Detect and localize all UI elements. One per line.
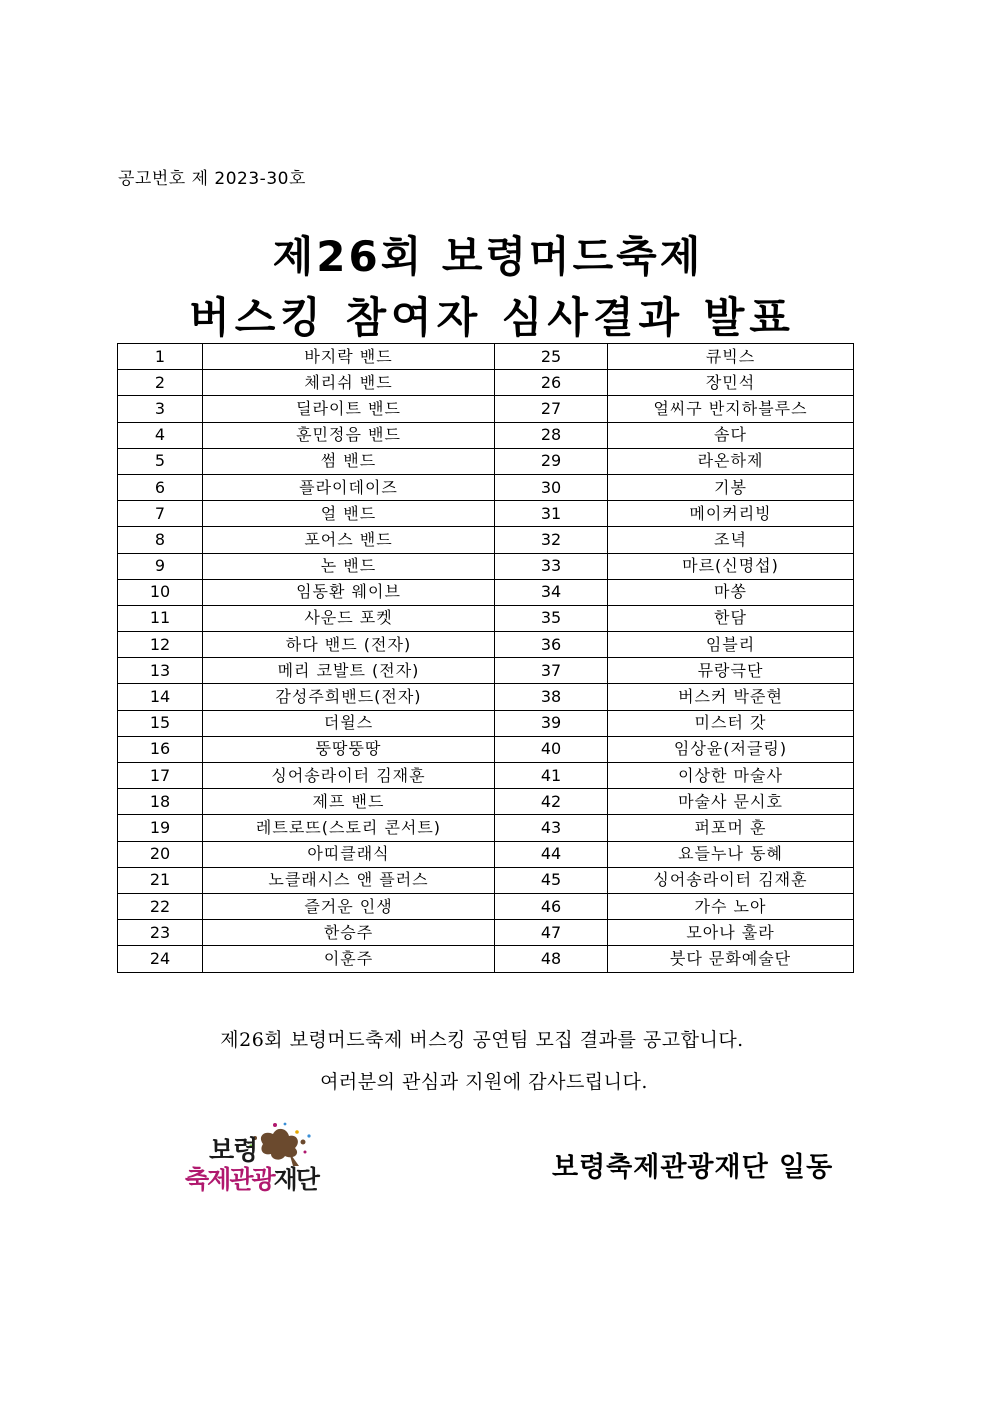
table-row bbox=[118, 396, 854, 422]
table-row bbox=[118, 867, 854, 893]
logo-text-part3: 재단 bbox=[273, 1165, 318, 1194]
entry-number: 14 bbox=[118, 684, 203, 710]
entry-number: 8 bbox=[118, 527, 203, 553]
entry-number: 31 bbox=[495, 501, 608, 527]
entry-name: 감성주희밴드(전자) bbox=[203, 684, 495, 710]
entry-name: 썸 밴드 bbox=[203, 448, 495, 474]
entry-name: 더윌스 bbox=[203, 710, 495, 736]
entry-number: 13 bbox=[118, 658, 203, 684]
table-row bbox=[118, 736, 854, 762]
entry-name: 즐거운 인생 bbox=[203, 893, 495, 919]
entry-number: 43 bbox=[495, 815, 608, 841]
entry-number: 20 bbox=[118, 841, 203, 867]
entry-name: 바지락 밴드 bbox=[203, 344, 495, 370]
entry-number: 17 bbox=[118, 763, 203, 789]
entry-number: 16 bbox=[118, 736, 203, 762]
entry-name: 얼씨구 반지하블루스 bbox=[608, 396, 854, 422]
entry-number: 48 bbox=[495, 946, 608, 972]
entry-number: 1 bbox=[118, 344, 203, 370]
table-row bbox=[118, 474, 854, 500]
table-row bbox=[118, 448, 854, 474]
table-row bbox=[118, 815, 854, 841]
announcement-line2: 여러분의 관심과 지원에 감사드립니다. bbox=[320, 1071, 648, 1093]
entry-number: 26 bbox=[495, 370, 608, 396]
entry-name: 마술사 문시호 bbox=[608, 789, 854, 815]
entry-number: 5 bbox=[118, 448, 203, 474]
foundation-logo bbox=[185, 1122, 360, 1197]
page-title-line2: 버스킹 참여자 심사결과 발표 bbox=[189, 293, 795, 342]
entry-number: 30 bbox=[495, 474, 608, 500]
entry-name: 한승주 bbox=[203, 920, 495, 946]
table-row bbox=[118, 893, 854, 919]
entry-number: 40 bbox=[495, 736, 608, 762]
entry-name: 플라이데이즈 bbox=[203, 474, 495, 500]
table-row bbox=[118, 684, 854, 710]
table-row bbox=[118, 501, 854, 527]
entry-name: 장민석 bbox=[608, 370, 854, 396]
table-row bbox=[118, 422, 854, 448]
entry-name: 붓다 문화예술단 bbox=[608, 946, 854, 972]
table-row bbox=[118, 527, 854, 553]
entry-name: 버스커 박준현 bbox=[608, 684, 854, 710]
entry-number: 7 bbox=[118, 501, 203, 527]
entry-number: 25 bbox=[495, 344, 608, 370]
entry-number: 38 bbox=[495, 684, 608, 710]
entry-number: 29 bbox=[495, 448, 608, 474]
entry-name: 퍼포머 훈 bbox=[608, 815, 854, 841]
table-row bbox=[118, 789, 854, 815]
entry-number: 34 bbox=[495, 579, 608, 605]
entry-number: 33 bbox=[495, 553, 608, 579]
table-row bbox=[118, 370, 854, 396]
entry-name: 미스터 갓 bbox=[608, 710, 854, 736]
entry-name: 제프 밴드 bbox=[203, 789, 495, 815]
entry-number: 19 bbox=[118, 815, 203, 841]
entry-number: 37 bbox=[495, 658, 608, 684]
entry-number: 36 bbox=[495, 632, 608, 658]
entry-number: 39 bbox=[495, 710, 608, 736]
entry-name: 솜다 bbox=[608, 422, 854, 448]
entry-name: 임블리 bbox=[608, 632, 854, 658]
entry-name: 하다 밴드 (전자) bbox=[203, 632, 495, 658]
entry-name: 딜라이트 밴드 bbox=[203, 396, 495, 422]
entry-name: 논 밴드 bbox=[203, 553, 495, 579]
entry-name: 아띠클래식 bbox=[203, 841, 495, 867]
table-row bbox=[118, 605, 854, 631]
entry-number: 24 bbox=[118, 946, 203, 972]
entry-name: 기봉 bbox=[608, 474, 854, 500]
table-row bbox=[118, 920, 854, 946]
entry-name: 임상윤(저글링) bbox=[608, 736, 854, 762]
entry-number: 44 bbox=[495, 841, 608, 867]
entry-number: 45 bbox=[495, 867, 608, 893]
entry-name: 사운드 포켓 bbox=[203, 605, 495, 631]
table-row bbox=[118, 841, 854, 867]
entry-name: 라온하제 bbox=[608, 448, 854, 474]
entry-number: 35 bbox=[495, 605, 608, 631]
entry-number: 32 bbox=[495, 527, 608, 553]
entry-name: 한담 bbox=[608, 605, 854, 631]
announcement-line1: 제26회 보령머드축제 버스킹 공연팀 모집 결과를 공고합니다. bbox=[220, 1029, 744, 1051]
entry-name: 얼 밴드 bbox=[203, 501, 495, 527]
entry-name: 마쏭 bbox=[608, 579, 854, 605]
entry-number: 2 bbox=[118, 370, 203, 396]
table-row bbox=[118, 553, 854, 579]
entry-number: 12 bbox=[118, 632, 203, 658]
entry-number: 6 bbox=[118, 474, 203, 500]
entry-number: 22 bbox=[118, 893, 203, 919]
entry-name: 포어스 밴드 bbox=[203, 527, 495, 553]
entry-name: 체리쉬 밴드 bbox=[203, 370, 495, 396]
entry-name: 싱어송라이터 김재훈 bbox=[608, 867, 854, 893]
entry-number: 47 bbox=[495, 920, 608, 946]
table-row bbox=[118, 763, 854, 789]
entry-number: 46 bbox=[495, 893, 608, 919]
entry-name: 메리 코발트 (전자) bbox=[203, 658, 495, 684]
entry-name: 훈민정음 밴드 bbox=[203, 422, 495, 448]
entry-name: 이훈주 bbox=[203, 946, 495, 972]
logo-text-bottom bbox=[185, 1160, 318, 1196]
entry-name: 가수 노아 bbox=[608, 893, 854, 919]
logo-text-part2: 관광 bbox=[229, 1165, 274, 1194]
notice-number: 공고번호 제 2023-30호 bbox=[118, 169, 306, 189]
logo-text-top: 보령 bbox=[209, 1136, 258, 1166]
table-row bbox=[118, 710, 854, 736]
table-row bbox=[118, 344, 854, 370]
entry-name: 모아나 훌라 bbox=[608, 920, 854, 946]
entry-number: 27 bbox=[495, 396, 608, 422]
entry-name: 마르(신명섭) bbox=[608, 553, 854, 579]
entry-name: 레트로뜨(스토리 콘서트) bbox=[203, 815, 495, 841]
entry-number: 9 bbox=[118, 553, 203, 579]
table-row bbox=[118, 579, 854, 605]
logo-text-part1: 축제 bbox=[185, 1165, 230, 1194]
entry-name: 조녁 bbox=[608, 527, 854, 553]
entry-name: 뮤랑극단 bbox=[608, 658, 854, 684]
entry-number: 10 bbox=[118, 579, 203, 605]
table-row bbox=[118, 632, 854, 658]
entry-name: 노클래시스 앤 플러스 bbox=[203, 867, 495, 893]
entry-number: 42 bbox=[495, 789, 608, 815]
entry-name: 요들누나 동혜 bbox=[608, 841, 854, 867]
entry-number: 23 bbox=[118, 920, 203, 946]
results-table bbox=[117, 343, 854, 973]
entry-name: 뚱땅뚱땅 bbox=[203, 736, 495, 762]
entry-number: 15 bbox=[118, 710, 203, 736]
entry-number: 18 bbox=[118, 789, 203, 815]
entry-name: 메이커리빙 bbox=[608, 501, 854, 527]
entry-number: 21 bbox=[118, 867, 203, 893]
page-title-line1: 제26회 보령머드축제 bbox=[272, 232, 704, 281]
entry-name: 큐빅스 bbox=[608, 344, 854, 370]
signature: 보령축제관광재단 일동 bbox=[552, 1152, 834, 1183]
results-table-body bbox=[118, 344, 854, 973]
table-row bbox=[118, 658, 854, 684]
entry-number: 3 bbox=[118, 396, 203, 422]
entry-number: 4 bbox=[118, 422, 203, 448]
entry-name: 임동환 웨이브 bbox=[203, 579, 495, 605]
entry-name: 이상한 마술사 bbox=[608, 763, 854, 789]
entry-name: 싱어송라이터 김재훈 bbox=[203, 763, 495, 789]
entry-number: 41 bbox=[495, 763, 608, 789]
table-row bbox=[118, 946, 854, 972]
entry-number: 28 bbox=[495, 422, 608, 448]
entry-number: 11 bbox=[118, 605, 203, 631]
